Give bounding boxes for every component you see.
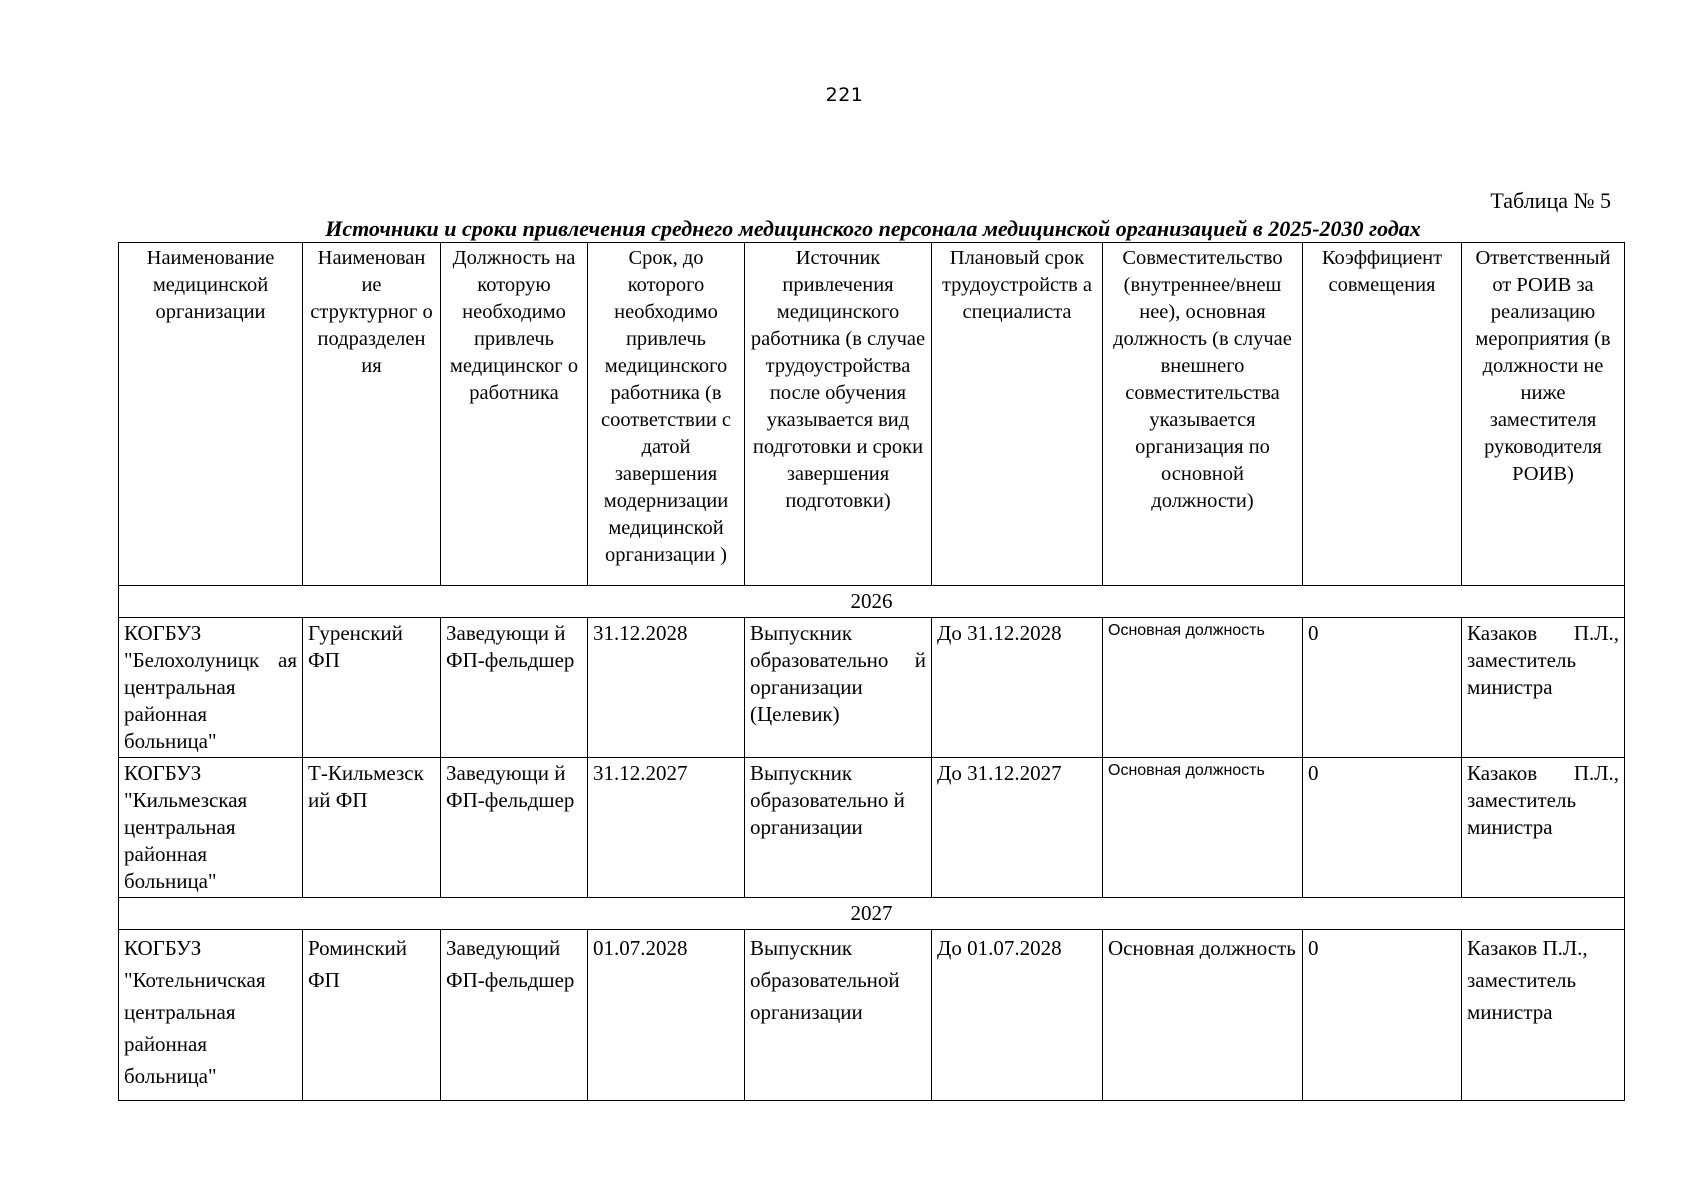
table-label: Таблица № 5	[1490, 188, 1611, 213]
cell-combination: Основная должность	[1103, 758, 1303, 898]
cell-source: Выпускник образовательно й организации	[745, 758, 932, 898]
cell-organization: КОГБУЗ "Кильмезская центральная районная больница"	[119, 758, 303, 898]
header-row	[119, 243, 1625, 586]
cell-coefficient: 0	[1303, 758, 1462, 898]
cell-deadline: 31.12.2028	[588, 618, 745, 758]
year-label: 2027	[119, 898, 1625, 930]
cell-coefficient: 0	[1303, 618, 1462, 758]
cell-planned-date: До 31.12.2028	[932, 618, 1103, 758]
col-header-coefficient: Коэффициент совмещения	[1303, 243, 1462, 586]
cell-planned-date: До 31.12.2027	[932, 758, 1103, 898]
recruitment-table	[118, 242, 1625, 1101]
cell-position: Заведующи й ФП-фельдшер	[441, 758, 588, 898]
cell-coefficient: 0	[1303, 930, 1462, 1101]
cell-deadline: 31.12.2027	[588, 758, 745, 898]
cell-position: Заведующи й ФП-фельдшер	[441, 618, 588, 758]
year-label: 2026	[119, 586, 1625, 618]
table-row	[119, 930, 1625, 1101]
cell-unit: Роминский ФП	[303, 930, 441, 1101]
col-header-combination: Совместительство (внутреннее/внеш нее), основная должность (в случае внешнего совместительства указывается организация по основной должности)	[1103, 243, 1303, 586]
table-row	[119, 618, 1625, 758]
col-header-source: Источник привлечения медицинского работника (в случае трудоустройства после обучения указывается вид подготовки и сроки завершения подготовки)	[745, 243, 932, 586]
cell-unit: Гуренский ФП	[303, 618, 441, 758]
cell-deadline: 01.07.2028	[588, 930, 745, 1101]
cell-organization: КОГБУЗ "Белохолуницк ая центральная районная больница"	[119, 618, 303, 758]
cell-source: Выпускник образовательно й организации (Целевик)	[745, 618, 932, 758]
cell-position: Заведующий ФП-фельдшер	[441, 930, 588, 1101]
cell-organization: КОГБУЗ "Котельничская центральная районная больница"	[119, 930, 303, 1101]
cell-responsible: Казаков П.Л., заместитель министра	[1462, 930, 1625, 1101]
cell-responsible: Казаков П.Л., заместитель министра	[1462, 618, 1625, 758]
cell-planned-date: До 01.07.2028	[932, 930, 1103, 1101]
cell-source: Выпускник образовательной организации	[745, 930, 932, 1101]
year-row	[119, 898, 1625, 930]
table-title: Источники и сроки привлечения среднего медицинского персонала медицинской организацией в 2025-2030 годах	[325, 216, 1421, 241]
col-header-planned-date: Плановый срок трудоустройств а специалиста	[932, 243, 1103, 586]
cell-responsible: Казаков П.Л., заместитель министра	[1462, 758, 1625, 898]
table-row	[119, 758, 1625, 898]
cell-combination: Основная должность	[1103, 930, 1303, 1101]
col-header-position: Должность на которую необходимо привлечь медицинског о работника	[441, 243, 588, 586]
year-row	[119, 586, 1625, 618]
col-header-deadline: Срок, до которого необходимо привлечь медицинского работника (в соответствии с датой завершения модернизации медицинской организации )	[588, 243, 745, 586]
col-header-organization: Наименование медицинской организации	[119, 243, 303, 586]
col-header-responsible: Ответственный от РОИВ за реализацию мероприятия (в должности не ниже заместителя руководителя РОИВ)	[1462, 243, 1625, 586]
cell-combination: Основная должность	[1103, 618, 1303, 758]
cell-unit: Т-Кильмезск ий ФП	[303, 758, 441, 898]
page-number: 221	[825, 84, 864, 106]
col-header-unit: Наименован ие структурног о подразделен ия	[303, 243, 441, 586]
